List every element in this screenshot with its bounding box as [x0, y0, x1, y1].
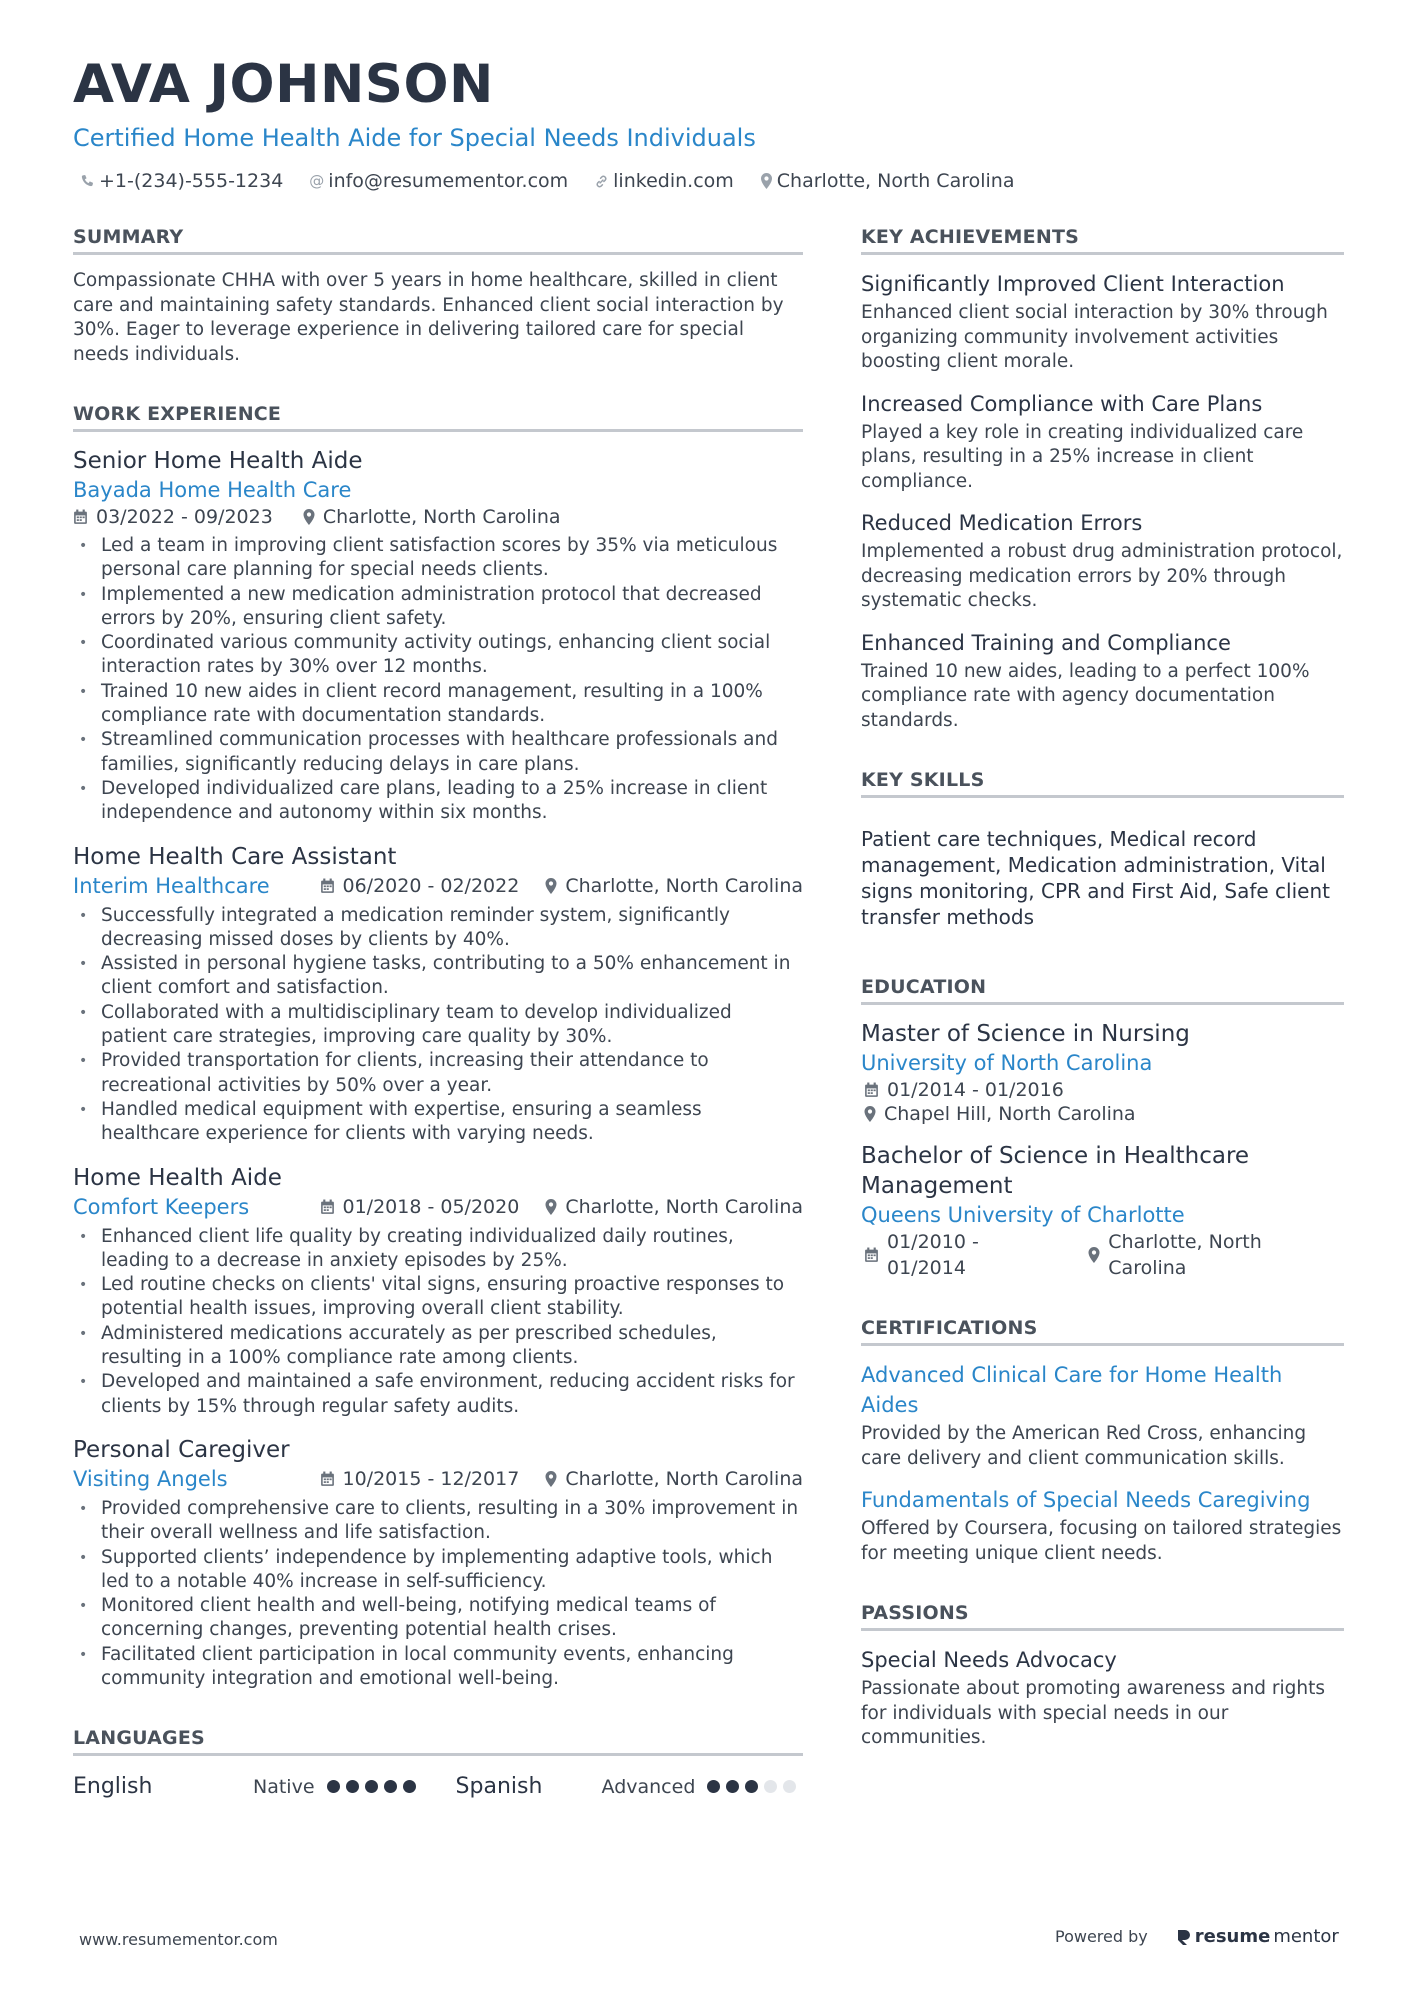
achievement-desc: Implemented a robust drug administration protocol, decreasing medication errors by 20% through systematic checks.	[861, 541, 1343, 611]
rating-dot	[384, 1780, 397, 1793]
right-column	[861, 226, 1344, 1751]
brand-rest: mentor	[1273, 1926, 1339, 1947]
certification-title: Fundamentals of Special Needs Caregiving	[861, 1488, 1311, 1512]
email-text[interactable]: info@resumementor.com	[328, 170, 569, 192]
job-dates: 01/2018 - 05/2020	[342, 1195, 520, 1218]
job-dates: 10/2015 - 12/2017	[342, 1467, 520, 1490]
passion-desc: Passionate about promoting awareness and rights for individuals with special needs in our communities.	[861, 1678, 1326, 1748]
certification-desc: Provided by the American Red Cross, enhancing care delivery and client communication skills.	[861, 1423, 1307, 1469]
rating-dot	[327, 1780, 340, 1793]
skills-heading: KEY SKILLS	[861, 769, 1344, 798]
list-item: • Trained 10 new aides in client record management, resulting in a 100% compliance rate with documentation standards.	[73, 680, 803, 729]
list-item: • Successfully integrated a medication reminder system, significantly decreasing missed doses by clients by 40%.	[73, 904, 803, 953]
degree-title: Bachelor of Science in Healthcare Management	[861, 1143, 1250, 1199]
contact-linkedin	[594, 170, 734, 192]
contact-location	[760, 170, 1015, 192]
left-column	[73, 226, 803, 1799]
job-company: Comfort Keepers	[73, 1194, 250, 1219]
job-meta	[73, 1193, 803, 1221]
achievements-heading: KEY ACHIEVEMENTS	[861, 226, 1344, 255]
contact-phone	[80, 170, 283, 192]
job-location: Charlotte, North Carolina	[565, 1467, 803, 1490]
calendar-icon	[73, 509, 88, 525]
calendar-icon	[320, 1199, 335, 1215]
footer-website[interactable]: www.resumementor.com	[79, 1930, 278, 1949]
job-meta	[73, 1465, 803, 1493]
rating-dot	[745, 1780, 758, 1793]
job-meta	[73, 504, 803, 530]
list-item: • Coordinated various community activity outings, enhancing client social interaction rates by 30% over 12 months.	[73, 631, 803, 680]
list-item: • Implemented a new medication administration protocol that decreased errors by 20%, ensuring client safety.	[73, 583, 803, 632]
summary-heading: SUMMARY	[73, 226, 803, 255]
language-name: English	[73, 1774, 153, 1800]
experience-heading: WORK EXPERIENCE	[73, 403, 803, 432]
skills-text: Patient care techniques, Medical record management, Medication administration, Vital signs monitoring, CPR and First Aid, Safe client transfer methods	[861, 827, 1330, 929]
achievement-item	[861, 628, 1344, 734]
certification-title: Advanced Clinical Care for Home Health Aides	[861, 1363, 1283, 1417]
school-name: Queens University of Charlotte	[861, 1203, 1185, 1227]
achievement-title: Significantly Improved Client Interaction	[861, 272, 1285, 296]
job-dates: 03/2022 - 09/2023	[96, 506, 273, 528]
calendar-icon	[864, 1247, 879, 1263]
list-item: • Collaborated with a multidisciplinary team to develop individualized patient care strategies, improving care quality by 30%.	[73, 1001, 803, 1050]
calendar-icon	[864, 1082, 879, 1098]
candidate-tagline: Certified Home Health Aide for Special Needs Individuals	[73, 124, 756, 152]
map-pin-icon	[760, 173, 773, 189]
education-heading: EDUCATION	[861, 976, 1344, 1005]
map-pin-icon	[545, 878, 557, 894]
list-item: • Administered medications accurately as per prescribed schedules, resulting in a 100% compliance rate among clients.	[73, 1322, 803, 1371]
job-title: Personal Caregiver	[73, 1436, 290, 1463]
achievement-desc: Trained 10 new aides, leading to a perfect 100% compliance rate with agency documentation standards.	[861, 660, 1310, 731]
rating-dot	[764, 1780, 777, 1793]
list-item: • Developed and maintained a safe environment, reducing accident risks for clients by 15% through regular safety audits.	[73, 1370, 803, 1419]
passion-item	[861, 1645, 1344, 1751]
rating-dot	[365, 1780, 378, 1793]
brand-mark-icon	[1176, 1928, 1192, 1946]
language-rating	[327, 1780, 416, 1793]
footer-branding	[1055, 1926, 1339, 1947]
at-icon: @	[309, 171, 325, 190]
job-entry	[73, 1163, 803, 1419]
brand-bold: resume	[1194, 1926, 1271, 1947]
calendar-icon	[320, 878, 335, 894]
job-entry	[73, 842, 803, 1147]
achievement-title: Enhanced Training and Compliance	[861, 630, 1231, 655]
achievement-desc: Enhanced client social interaction by 30% through organizing community involvement activities boosting client morale.	[861, 302, 1328, 372]
job-company: Visiting Angels	[73, 1466, 228, 1491]
job-bullets	[73, 904, 803, 1147]
job-company: Bayada Home Health Care	[73, 478, 352, 502]
list-item: • Provided comprehensive care to clients, resulting in a 30% improvement in their overall wellness and life satisfaction.	[73, 1497, 803, 1546]
rating-dot	[403, 1780, 416, 1793]
job-title: Home Health Care Assistant	[73, 843, 397, 870]
rating-dot	[346, 1780, 359, 1793]
list-item: • Handled medical equipment with expertise, ensuring a seamless healthcare experience for clients with varying needs.	[73, 1098, 803, 1147]
education-item	[861, 1019, 1344, 1127]
calendar-icon	[320, 1471, 335, 1487]
list-item: • Supported clients’ independence by implementing adaptive tools, which led to a notable 40% increase in self-sufficiency.	[73, 1546, 803, 1595]
job-dates: 06/2020 - 02/2022	[342, 874, 520, 897]
passions-heading: PASSIONS	[861, 1602, 1344, 1631]
list-item: • Assisted in personal hygiene tasks, contributing to a 50% enhancement in client comfort and satisfaction.	[73, 952, 803, 1001]
job-location: Charlotte, North Carolina	[565, 874, 803, 897]
education-location: Chapel Hill, North Carolina	[884, 1103, 1136, 1125]
education-dates: 01/2010 - 01/2014	[887, 1231, 979, 1279]
education-dates: 01/2014 - 01/2016	[887, 1079, 1064, 1101]
school-name: University of North Carolina	[861, 1051, 1153, 1075]
education-location: Charlotte, North Carolina	[1108, 1231, 1262, 1279]
certification-item	[861, 1485, 1344, 1566]
list-item: • Led a team in improving client satisfaction scores by 35% via meticulous personal care planning for special needs clients.	[73, 534, 803, 583]
certification-desc: Offered by Coursera, focusing on tailored strategies for meeting unique client needs.	[861, 1518, 1342, 1564]
job-location: Charlotte, North Carolina	[565, 1195, 803, 1218]
location-text: Charlotte, North Carolina	[776, 170, 1015, 192]
list-item: • Enhanced client life quality by creating individualized daily routines, leading to a decrease in anxiety episodes by 25%.	[73, 1225, 803, 1274]
brand-logo[interactable]	[1176, 1926, 1339, 1947]
map-pin-icon	[864, 1106, 876, 1122]
achievement-title: Increased Compliance with Care Plans	[861, 391, 1263, 416]
achievement-item	[861, 508, 1344, 614]
achievement-title: Reduced Medication Errors	[861, 511, 1143, 535]
job-entry	[73, 446, 803, 826]
degree-title: Master of Science in Nursing	[861, 1021, 1190, 1047]
achievement-item	[861, 389, 1344, 495]
rating-dot	[707, 1780, 720, 1793]
job-title: Home Health Aide	[73, 1164, 282, 1191]
rating-dot	[726, 1780, 739, 1793]
job-location: Charlotte, North Carolina	[322, 506, 561, 528]
language-level: Advanced	[601, 1775, 696, 1798]
phone-text[interactable]: +1-(234)-555-1234	[99, 170, 284, 192]
list-item: • Led routine checks on clients' vital signs, ensuring proactive responses to potential health issues, improving overall client stability.	[73, 1273, 803, 1322]
map-pin-icon	[545, 1471, 557, 1487]
language-level: Native	[253, 1775, 315, 1798]
achievement-desc: Played a key role in creating individualized care plans, resulting in a 25% increase in client compliance.	[861, 421, 1304, 492]
list-item: • Streamlined communication processes with healthcare professionals and families, significantly reducing delays in care plans.	[73, 728, 803, 777]
linkedin-text[interactable]: linkedin.com	[613, 170, 734, 192]
link-icon	[594, 174, 609, 189]
job-bullets	[73, 1497, 803, 1691]
job-entry	[73, 1435, 803, 1691]
job-meta	[73, 872, 803, 900]
language-name: Spanish	[455, 1774, 543, 1800]
achievement-item	[861, 269, 1344, 375]
job-title: Senior Home Health Aide	[73, 448, 363, 474]
list-item: • Developed individualized care plans, leading to a 25% increase in client independence and autonomy within six months.	[73, 777, 803, 826]
language-rating	[707, 1780, 796, 1793]
powered-by-label: Powered by	[1055, 1927, 1148, 1946]
list-item: • Monitored client health and well-being, notifying medical teams of concerning changes, preventing potential health crises.	[73, 1594, 803, 1643]
education-item	[861, 1141, 1344, 1281]
contact-bar	[80, 170, 1014, 192]
phone-icon	[80, 174, 95, 189]
certification-item	[861, 1360, 1344, 1471]
candidate-name: AVA JOHNSON	[73, 54, 494, 115]
certifications-heading: CERTIFICATIONS	[861, 1317, 1344, 1346]
job-company: Interim Healthcare	[73, 873, 270, 898]
list-item: • Facilitated client participation in local community events, enhancing community integration and emotional well-being.	[73, 1643, 803, 1692]
map-pin-icon	[545, 1199, 557, 1215]
contact-email	[309, 170, 568, 192]
summary-text: Compassionate CHHA with over 5 years in home healthcare, skilled in client care and maintaining safety standards. Enhanced client social interaction by 30%. Eager to leverage experience in delivering tailored care for special needs individuals.	[73, 270, 784, 365]
map-pin-icon	[303, 509, 315, 525]
languages-row	[73, 1774, 803, 1799]
job-bullets	[73, 534, 803, 826]
languages-heading: LANGUAGES	[73, 1727, 803, 1756]
passion-title: Special Needs Advocacy	[861, 1648, 1117, 1672]
list-item: • Provided transportation for clients, increasing their attendance to recreational activities by 50% over a year.	[73, 1049, 803, 1098]
rating-dot	[783, 1780, 796, 1793]
map-pin-icon	[1088, 1247, 1100, 1263]
job-bullets	[73, 1225, 803, 1419]
